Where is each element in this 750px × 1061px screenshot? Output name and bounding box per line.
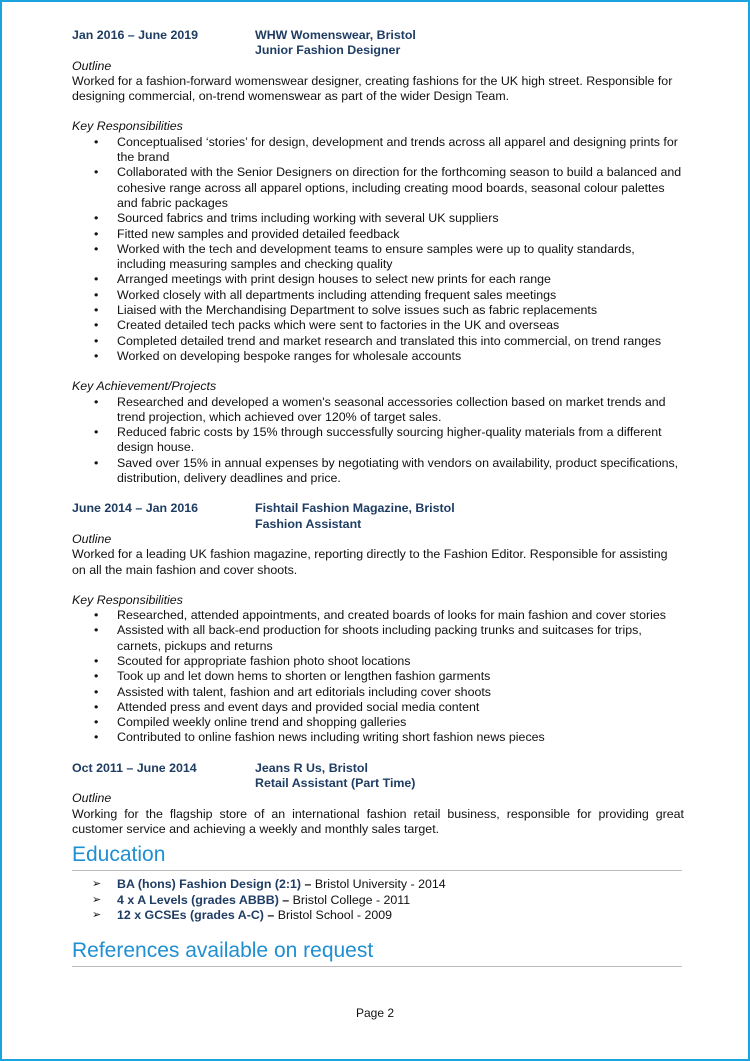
- education-qualification: BA (hons) Fashion Design (2:1): [117, 877, 302, 892]
- job-role: Junior Fashion Designer: [255, 43, 401, 58]
- outline-label: Outline: [72, 58, 112, 73]
- job-outline: Worked for a fashion-forward womenswear designer, creating fashions for the UK high street. Responsible for designing commercial, on-trend womenswear as part of the wider Design Team.: [72, 73, 673, 104]
- responsibility-item: • Conceptualised ‘stories’ for design, development and trends across all apparel and designing prints for the brand: [117, 135, 684, 166]
- education-item: [117, 877, 684, 892]
- responsibility-item: • Completed detailed trend and market research and translated this into commercial, on trend ranges: [117, 334, 684, 349]
- job-entry: [72, 501, 684, 745]
- education-qualification: 4 x A Levels (grades ABBB): [117, 892, 279, 907]
- responsibility-item: • Fitted new samples and provided detailed feedback: [117, 227, 684, 242]
- education-separator: –: [263, 907, 275, 922]
- responsibility-item: • Contributed to online fashion news including writing short fashion news pieces: [117, 730, 684, 745]
- responsibilities-list: [72, 608, 684, 746]
- page-content: [72, 28, 684, 967]
- outline-label: Outline: [72, 531, 112, 546]
- responsibilities-list: [72, 135, 684, 364]
- education-institution: Bristol College - 2011: [289, 892, 411, 907]
- education-heading: Education: [72, 843, 682, 871]
- job-header: [72, 501, 684, 532]
- education-qualification: 12 x GCSEs (grades A-C): [117, 907, 264, 922]
- achievements-list: [72, 395, 684, 487]
- responsibility-item: • Created detailed tech packs which were sent to factories in the UK and overseas: [117, 318, 684, 333]
- education-separator: –: [278, 892, 290, 907]
- job-role: Fashion Assistant: [255, 516, 362, 531]
- education-institution: Bristol University - 2014: [311, 877, 446, 892]
- responsibility-item: • Scouted for appropriate fashion photo shoot locations: [117, 654, 684, 669]
- responsibility-item: • Collaborated with the Senior Designers on direction for the forthcoming season to build a balanced and cohesive range across all apparel options, including creating mood boards, seasonal colour palettes and fabric packages: [117, 165, 684, 211]
- company-name: WHW Womenswear, Bristol: [255, 28, 416, 42]
- job-entry: [72, 28, 684, 486]
- outline-label: Outline: [72, 791, 112, 806]
- achievement-item: • Saved over 15% in annual expenses by negotiating with vendors on availability, product specifications, distribution, delivery deadlines and price.: [117, 456, 684, 487]
- company-name: Jeans R Us, Bristol: [255, 760, 368, 775]
- job-dates: Jan 2016 – June 2019: [72, 28, 199, 42]
- page-number: Page 2: [355, 1006, 395, 1020]
- company-name: Fishtail Fashion Magazine, Bristol: [255, 501, 455, 516]
- education-item: [117, 908, 684, 923]
- responsibility-item: • Compiled weekly online trend and shopping galleries: [117, 715, 684, 730]
- job-header: [72, 761, 684, 792]
- job-org: [255, 501, 684, 532]
- job-org: [255, 28, 684, 59]
- job-outline: Working for the flagship store of an international fashion retail business, responsible for providing great customer service and achieving a weekly and monthly sales target.: [72, 806, 684, 836]
- responsibility-item: • Took up and let down hems to shorten or lengthen fashion garments: [117, 669, 684, 684]
- job-header: [72, 28, 684, 59]
- responsibility-item: • Assisted with all back-end production for shoots including packing trunks and suitcases for trips, carnets, pickups and returns: [117, 623, 684, 654]
- responsibility-item: • Researched, attended appointments, and created boards of looks for main fashion and cover stories: [117, 608, 684, 623]
- job-entry: [72, 761, 684, 837]
- responsibility-item: • Arranged meetings with print design houses to select new prints for each range: [117, 272, 684, 287]
- responsibility-item: • Sourced fabrics and trims including working with several UK suppliers: [117, 211, 684, 226]
- job-org: [255, 761, 684, 792]
- references-heading: References available on request: [72, 939, 682, 967]
- responsibility-item: • Liaised with the Merchandising Department to solve issues such as fabric replacements: [117, 303, 684, 318]
- responsibility-item: • Worked closely with all departments including attending frequent sales meetings: [117, 288, 684, 303]
- responsibility-item: • Assisted with talent, fashion and art editorials including cover shoots: [117, 685, 684, 700]
- responsibility-item: • Attended press and event days and provided social media content: [117, 700, 684, 715]
- education-list: [72, 877, 684, 923]
- responsibility-item: • Worked with the tech and development teams to ensure samples were up to quality standards, including measuring samples and checking quality: [117, 242, 684, 273]
- responsibility-item: • Worked on developing bespoke ranges for wholesale accounts: [117, 349, 684, 364]
- achievements-label: Key Achievement/Projects: [72, 379, 217, 394]
- job-dates: June 2014 – Jan 2016: [72, 501, 199, 516]
- responsibilities-label: Key Responsibilities: [72, 119, 183, 134]
- achievement-item: • Reduced fabric costs by 15% through successfully sourcing higher-quality materials from a different design house.: [117, 425, 684, 456]
- job-dates: Oct 2011 – June 2014: [72, 760, 197, 775]
- education-institution: Bristol School - 2009: [274, 907, 393, 922]
- achievement-item: • Researched and developed a women's seasonal accessories collection based on market trends and trend projection, which achieved over 120% of target sales.: [117, 395, 684, 426]
- job-outline: Worked for a leading UK fashion magazine, reporting directly to the Fashion Editor. Responsible for assisting on all the main fashion and cover shoots.: [72, 547, 668, 577]
- education-separator: –: [301, 877, 312, 892]
- job-role: Retail Assistant (Part Time): [255, 776, 416, 791]
- responsibilities-label: Key Responsibilities: [72, 592, 183, 607]
- education-item: [117, 893, 684, 908]
